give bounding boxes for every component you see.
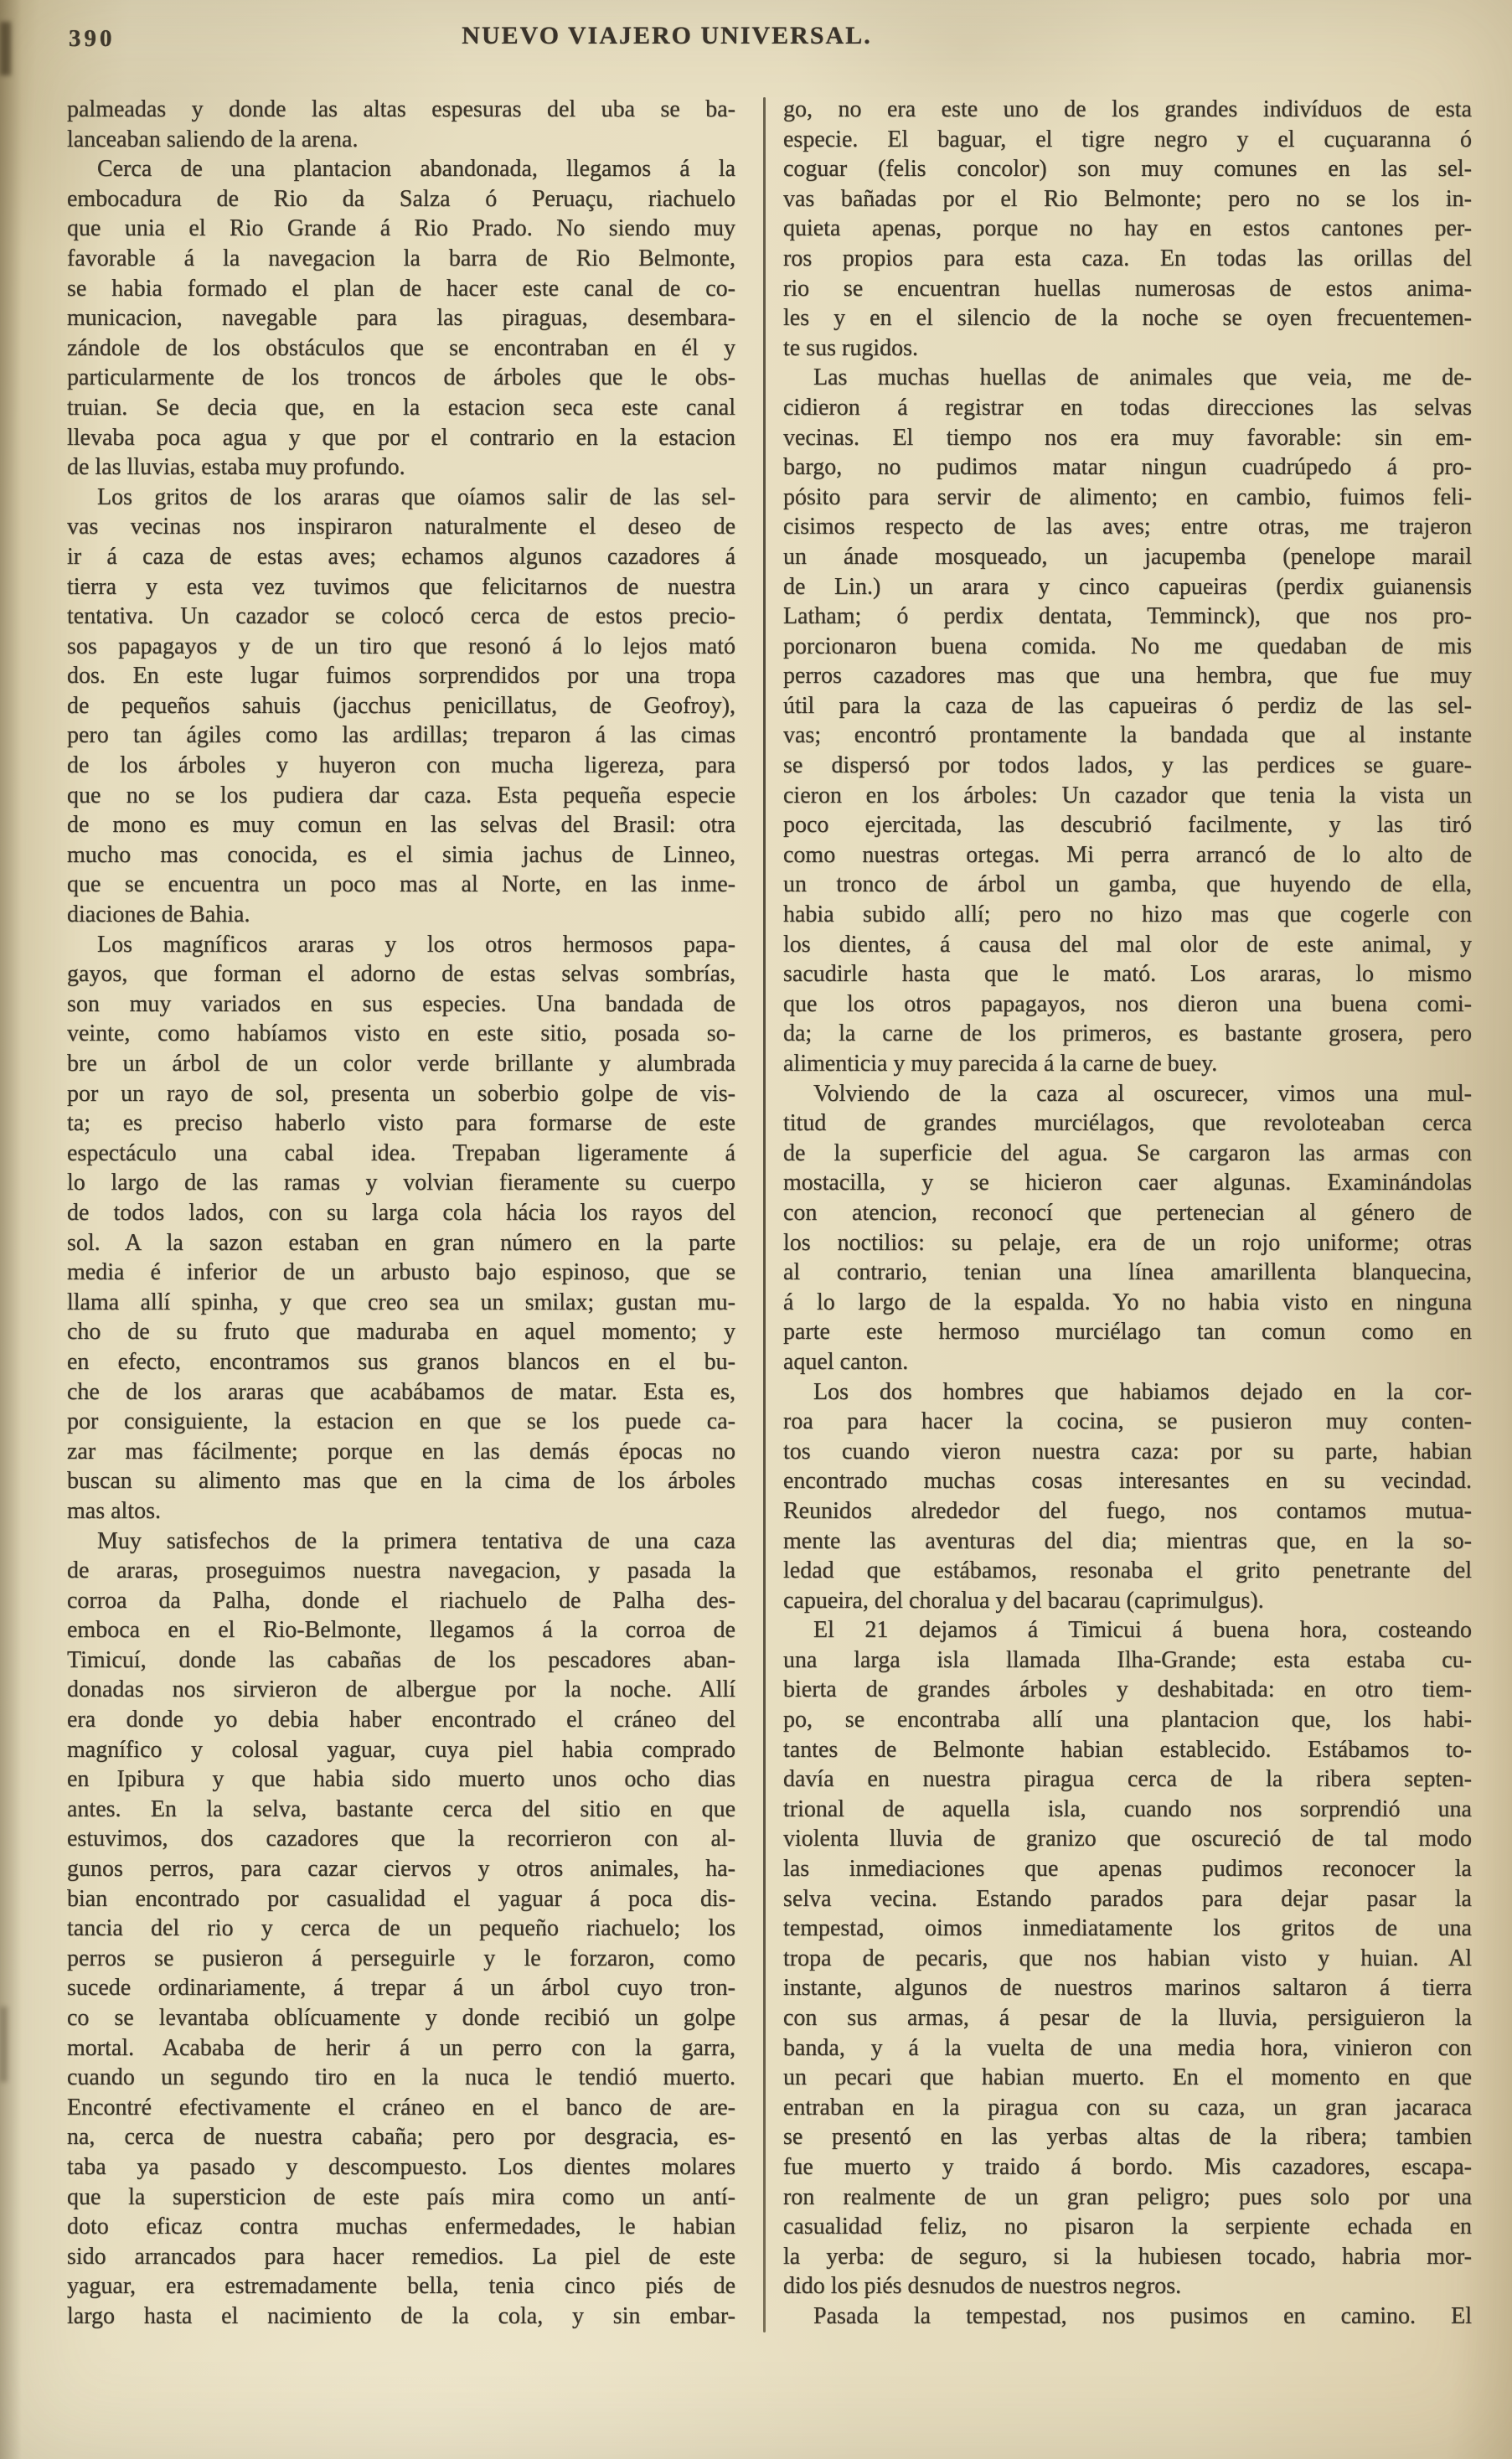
text-line: mortal. Acababa de herir á un perro con la garra, (67, 2034, 735, 2061)
text-line: los dientes, á causa del mal olor de este animal, y (783, 931, 1472, 958)
text-line: Los gritos de los araras que oíamos salir de las sel- (97, 483, 735, 510)
text-line: mente las aventuras del dia; mientras que, en la so- (783, 1527, 1472, 1554)
text-line: bargo, no pudimos matar ningun cuadrúpedo á pro- (783, 454, 1472, 481)
text-line: Encontré efectivamente el cráneo en el banco de are- (67, 2094, 735, 2121)
text-line: un ánade mosqueado, un jacupemba (penelope marail (783, 543, 1472, 570)
text-line: vas bañadas por el Rio Belmonte; pero no se los in- (783, 185, 1472, 212)
text-line: Reunidos alrededor del fuego, nos contamos mutua- (783, 1497, 1472, 1524)
text-line: mostacilla, y se hicieron caer algunas. Examinándolas (783, 1170, 1472, 1196)
text-line: parte este hermoso murciélago tan comun como en (783, 1319, 1472, 1346)
text-line: espectáculo una cabal idea. Trepaban ligeramente á (67, 1139, 735, 1166)
text-line: tropa de pecaris, que nos habian visto y huian. Al (783, 1945, 1472, 1971)
text-line: tierra y esta vez tuvimos que felicitarnos de nuestra (67, 573, 735, 600)
text-line: embocadura de Rio da Salza ó Peruaçu, riachuelo (67, 185, 735, 212)
text-line: sucede ordinariamente, á trepar á un árbol cuyo tron- (67, 1975, 735, 2002)
text-line: ir á caza de estas aves; echamos algunos cazadores á (67, 543, 735, 570)
text-line: na, cerca de nuestra cabaña; pero por desgracia, es- (67, 2124, 735, 2151)
text-line: sacudirle hasta que le mató. Los araras, lo mismo (783, 961, 1472, 988)
text-line: casualidad feliz, no pisaron la serpiente echada en (783, 2214, 1472, 2240)
text-line: banda, y á la vuelta de una media hora, vinieron con (783, 2034, 1472, 2061)
text-line: fue muerto y traido á bordo. Mis cazadores, escapa- (783, 2153, 1472, 2180)
text-line: que se encuentra un poco mas al Norte, en las inme- (67, 871, 735, 898)
text-line: go, no era este uno de los grandes indivíduos de esta (783, 96, 1472, 122)
text-line: davía en nuestra piragua cerca de la ribera septen- (783, 1766, 1472, 1793)
text-line: emboca en el Rio-Belmonte, llegamos á la corroa de (67, 1617, 735, 1644)
text-line: lanceaban saliendo de la arena. (67, 126, 359, 152)
text-line: ta; es preciso haberlo visto para formarse de este (67, 1110, 735, 1137)
text-line: rio se encuentran huellas numerosas de estos anima- (783, 275, 1472, 302)
text-line: coguar (felis concolor) son muy comunes en las sel- (783, 156, 1472, 183)
text-line: de la superficie del agua. Se cargaron las armas con (783, 1139, 1472, 1166)
text-line: Cerca de una plantacion abandonada, llegamos á la (97, 156, 735, 183)
text-line: sol. A la sazon estaban en gran número en la parte (67, 1229, 735, 1256)
text-line: sos papagayos y de un tiro que resonó á lo lejos mató (67, 633, 735, 659)
column-divider (763, 97, 766, 2332)
text-line: largo hasta el nacimiento de la cola, y sin embar- (67, 2302, 735, 2329)
text-line: tentativa. Un cazador se colocó cerca de estos precio- (67, 603, 735, 630)
text-line: antes. En la selva, bastante cerca del sitio en que (67, 1795, 735, 1822)
text-line: Los dos hombres que habiamos dejado en la cor- (813, 1378, 1472, 1405)
text-line: los noctilios: su pelaje, era de un rojo uniforme; otras (783, 1229, 1472, 1256)
text-line: co se levantaba oblícuamente y donde recibió un golpe (67, 2005, 735, 2031)
scan-edge-mark (0, 2007, 8, 2082)
text-line: violenta lluvia de granizo que oscureció de tal modo (783, 1826, 1472, 1852)
text-line: cho de su fruto que maduraba en aquel momento; y (67, 1319, 735, 1346)
text-line: un pecari que habian muerto. En el momento en que (783, 2064, 1472, 2091)
text-line: se habia formado el plan de hacer este canal de co- (67, 275, 735, 302)
text-line: una larga isla llamada Ilha-Grande; esta estaba cu- (783, 1646, 1472, 1673)
text-line: perros se pusieron á perseguirle y le forzaron, como (67, 1945, 735, 1971)
text-line: Timicuí, donde las cabañas de los pescadores aban- (67, 1646, 735, 1673)
text-line: especie. El baguar, el tigre negro y el cuçuaranna ó (783, 126, 1472, 152)
text-line: favorable á la navegacion la barra de Rio Belmonte, (67, 245, 735, 271)
text-line: veinte, como habíamos visto en este sitio, posada so- (67, 1020, 735, 1047)
text-line: che de los araras que acabábamos de matar. Esta es, (67, 1378, 735, 1405)
text-line: vas vecinas nos inspiraron naturalmente el deseo de (67, 514, 735, 540)
text-line: como nuestras ortegas. Mi perra arrancó de lo alto de (783, 841, 1472, 868)
text-line: corroa da Palha, donde el riachuelo de Palha des- (67, 1587, 735, 1614)
text-line: roa para hacer la cocina, se pusieron muy conten- (783, 1408, 1472, 1435)
text-line: de las lluvias, estaba muy profundo. (67, 454, 405, 481)
page-gutter-shadow (0, 0, 22, 2459)
text-line: buscan su alimento mas que en la cima de los árboles (67, 1468, 735, 1495)
text-line: con atencion, reconocí que pertenecian al género de (783, 1199, 1472, 1226)
text-line: trional de aquella isla, cuando nos sorprendió una (783, 1795, 1472, 1822)
running-title: NUEVO VIAJERO UNIVERSAL. (462, 22, 872, 49)
text-line: cuando un segundo tiro en la nuca le tendió muerto. (67, 2064, 735, 2091)
text-line: les y en el silencio de la noche se oyen frecuentemen- (783, 305, 1472, 332)
text-line: aquel canton. (783, 1348, 909, 1375)
text-line: útil para la caza de las capueiras ó perdiz de las sel- (783, 692, 1472, 719)
text-line: gayos, que forman el adorno de estas selvas sombrías, (67, 961, 735, 988)
text-line: que unia el Rio Grande á Rio Prado. No siendo muy (67, 215, 735, 242)
text-line: ron realmente de un gran peligro; pues solo por una (783, 2183, 1472, 2210)
text-line: Los magníficos araras y los otros hermosos papa- (97, 931, 735, 958)
text-line: llevaba poca agua y que por el contrario en la estacion (67, 424, 735, 451)
text-line: la yerba: de seguro, si la hubiesen tocado, habria mor- (783, 2243, 1472, 2270)
text-line: vas; encontró prontamente la bandada que al instante (783, 722, 1472, 749)
text-line: porcionaron buena comida. No me quedaban de mis (783, 633, 1472, 659)
text-line: de mono es muy comun en las selvas del Brasil: otra (67, 812, 735, 839)
text-line: El 21 dejamos á Timicui á buena hora, costeando (813, 1617, 1472, 1644)
text-line: quieta apenas, porque no hay en estos cantones per- (783, 215, 1472, 242)
text-line: bian encontrado por casualidad el yaguar á poca dis- (67, 1885, 735, 1912)
text-line: vecinas. El tiempo nos era muy favorable: sin em- (783, 424, 1472, 451)
text-line: de Lin.) un arara y cinco capueiras (perdix guianensis (783, 573, 1472, 600)
text-line: Pasada la tempestad, nos pusimos en camino. El (813, 2302, 1472, 2329)
text-line: Volviendo de la caza al oscurecer, vimos una mul- (813, 1080, 1472, 1107)
page-header (0, 20, 1512, 59)
text-line: que los otros papagayos, nos dieron una buena comi- (783, 990, 1472, 1017)
text-line: tantes de Belmonte habian establecido. Estábamos to- (783, 1736, 1472, 1763)
text-line: titud de grandes murciélagos, que revoloteaban cerca (783, 1110, 1472, 1137)
text-line: tancia del rio y cerca de un pequeño riachuelo; los (67, 1915, 735, 1942)
text-line: sido arrancados para hacer remedios. La piel de este (67, 2243, 735, 2270)
text-line: por consiguiente, la estacion en que se los puede ca- (67, 1408, 735, 1435)
text-line: habia subido allí; pero no hizo mas que cogerle con (783, 901, 1472, 928)
text-line: alimenticia y muy parecida á la carne de buey. (783, 1051, 1218, 1077)
text-line: las inmediaciones que apenas pudimos reconocer la (783, 1856, 1472, 1883)
text-line: era donde yo debia haber encontrado el cráneo del (67, 1707, 735, 1733)
text-column-right (783, 95, 1472, 2332)
text-line: en Ipibura y que habia sido muerto unos ocho dias (67, 1766, 735, 1793)
text-line: ros propios para esta caza. En todas las orillas del (783, 245, 1472, 271)
text-line: Las muchas huellas de animales que veia, me de- (813, 364, 1472, 391)
text-line: instante, algunos de nuestros marinos saltaron á tierra (783, 1975, 1472, 2002)
text-line: por un rayo de sol, presenta un soberbio golpe de vis- (67, 1080, 735, 1107)
text-line: donadas nos sirvieron de albergue por la noche. Allí (67, 1676, 735, 1703)
text-line: bre un árbol de un color verde brillante y alumbrada (67, 1051, 735, 1077)
text-line: á lo largo de la espalda. Yo no habia visto en ninguna (783, 1289, 1472, 1315)
text-line: cidieron á registrar en todas direcciones las selvas (783, 394, 1472, 421)
text-line: bierta de grandes árboles y deshabitada: en otro tiem- (783, 1676, 1472, 1703)
text-line: cieron en los árboles: Un cazador que tenia la vista un (783, 782, 1472, 808)
text-line: da; la carne de los primeros, es bastante grosera, pero (783, 1020, 1472, 1047)
text-line: magnífico y colosal yaguar, cuya piel habia comprado (67, 1736, 735, 1763)
text-line: te sus rugidos. (783, 334, 918, 361)
text-line: cisimos respecto de las aves; entre otras, me trajeron (783, 514, 1472, 540)
text-line: de pequeños sahuis (jacchus penicillatus, de Geofroy), (67, 692, 735, 719)
text-line: con sus armas, á pesar de la lluvia, persiguieron la (783, 2005, 1472, 2031)
text-line: mucho mas conocida, es el simia jachus de Linneo, (67, 841, 735, 868)
text-line: pero tan ágiles como las ardillas; treparon á las cimas (67, 722, 735, 749)
text-line: poco ejercitada, las descubrió facilmente, y las tiró (783, 812, 1472, 839)
text-line: diaciones de Bahia. (67, 901, 250, 928)
text-line: dos. En este lugar fuimos sorprendidos por una tropa (67, 663, 735, 690)
text-line: al contrario, tenian una línea amarillenta blanquecina, (783, 1259, 1472, 1286)
text-line: que la supersticion de este país mira como un antí- (67, 2183, 735, 2210)
text-line: un tronco de árbol un gamba, que huyendo de ella, (783, 871, 1472, 898)
text-line: palmeadas y donde las altas espesuras del uba se ba- (67, 96, 735, 122)
text-line: zándole de los obstáculos que se encontraban en él y (67, 334, 735, 361)
text-line: tempestad, oimos inmediatamente los gritos de una (783, 1915, 1472, 1942)
text-line: gunos perros, para cazar ciervos y otros animales, ha- (67, 1856, 735, 1883)
text-line: se dispersó por todos lados, y las perdices se guare- (783, 752, 1472, 779)
text-line: lo largo de las ramas y volvian fieramente su cuerpo (67, 1170, 735, 1196)
text-line: de los árboles y huyeron con mucha ligereza, para (67, 752, 735, 779)
text-line: zar mas fácilmente; porque en las demás épocas no (67, 1438, 735, 1465)
text-line: entraban en la piragua con su caza, un gran jacaraca (783, 2094, 1472, 2121)
text-line: pósito para servir de alimento; en cambio, fuimos feli- (783, 483, 1472, 510)
text-line: dido los piés desnudos de nuestros negros. (783, 2273, 1182, 2300)
text-line: mas altos. (67, 1497, 161, 1524)
text-line: taba ya pasado y descompuesto. Los dientes molares (67, 2153, 735, 2180)
text-line: municacion, navegable para las piraguas, desembara- (67, 305, 735, 332)
text-line: que no se los pudiera dar caza. Esta pequeña especie (67, 782, 735, 808)
text-line: capueira, del choralua y del bacarau (caprimulgus). (783, 1587, 1264, 1614)
text-line: doto eficaz contra muchas enfermedades, le habian (67, 2214, 735, 2240)
text-line: en efecto, encontramos sus granos blancos en el bu- (67, 1348, 735, 1375)
page-number: 390 (69, 25, 116, 52)
text-line: estuvimos, dos cazadores que la recorrieron con al- (67, 1826, 735, 1852)
text-line: yaguar, era estremadamente bella, tenia cinco piés de (67, 2273, 735, 2300)
text-line: se presentó en las yerbas altas de la ribera; tambien (783, 2124, 1472, 2151)
text-line: particularmente de los troncos de árboles que le obs- (67, 364, 735, 391)
text-line: selva vecina. Estando parados para dejar pasar la (783, 1885, 1472, 1912)
text-line: tos cuando vieron nuestra caza: por su parte, habian (783, 1438, 1472, 1465)
text-column-left (67, 95, 735, 2332)
text-line: perros cazadores mas que una hembra, que fue muy (783, 663, 1472, 690)
text-line: media é inferior de un arbusto bajo espinoso, que se (67, 1259, 735, 1286)
text-line: son muy variados en sus especies. Una bandada de (67, 990, 735, 1017)
text-line: Latham; ó perdix dentata, Temminck), que nos pro- (783, 603, 1472, 630)
text-line: truian. Se decia que, en la estacion seca este canal (67, 394, 735, 421)
text-line: llama allí spinha, y que creo sea un smilax; gustan mu- (67, 1289, 735, 1315)
text-line: po, se encontraba allí una plantacion que, los habi- (783, 1707, 1472, 1733)
text-line: de todos lados, con su larga cola hácia los rayos del (67, 1199, 735, 1226)
text-line: ledad que estábamos, resonaba el grito penetrante del (783, 1558, 1472, 1584)
text-line: Muy satisfechos de la primera tentativa de una caza (97, 1527, 735, 1554)
text-line: de araras, proseguimos nuestra navegacion, y pasada la (67, 1558, 735, 1584)
text-line: encontrado muchas cosas interesantes en su vecindad. (783, 1468, 1472, 1495)
